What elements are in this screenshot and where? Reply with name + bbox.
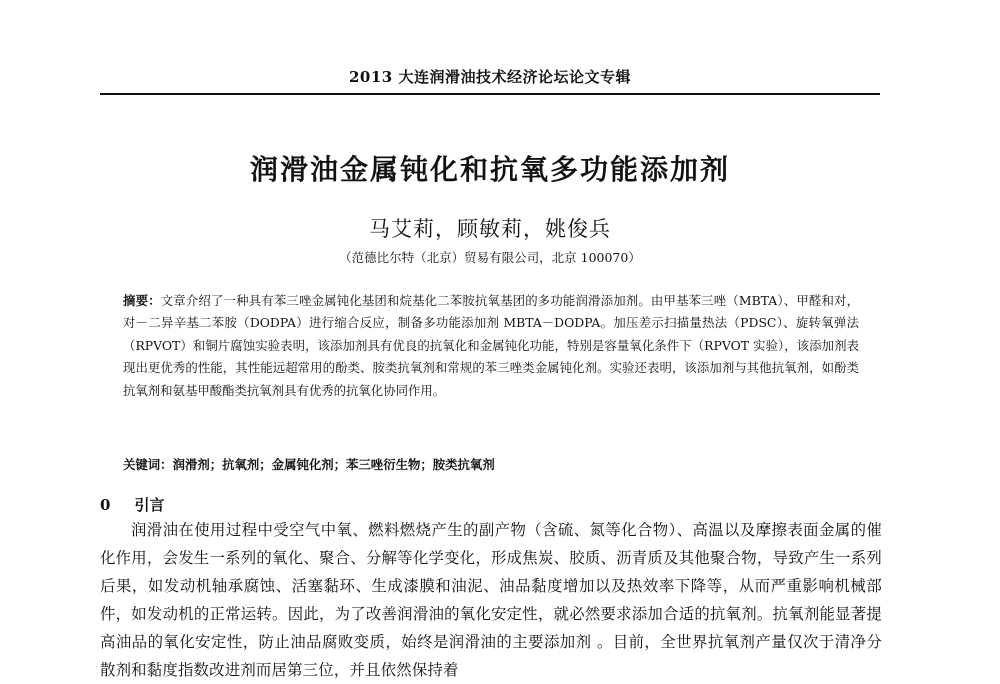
abstract-text: 文章介绍了一种具有苯三唑金属钝化基团和烷基化二苯胺抗氧基团的多功能润滑添加剂。由甲基苯三唑（MBTA）、甲醛和对，对－二异辛基二苯胺（DODPA）进行缩合反应，制备多功能添加剂 MBTA－DODPA。加压差示扫描量热法（PDSC）、旋转氧弹法（RPVOT）和铜片腐蚀实验表明，该添加剂具有优良的抗氧化和金属钝化功能，特别是容量氧化条件下（RPVOT 实验），该添加剂表现出更优秀的性能，其性能远超常用的酚类、胺类抗氧剂和常规的苯三唑类金属钝化剂。实验还表明，该添加剂与其他抗氧剂，如酚类抗氧剂和氨基甲酸酯类抗氧剂具有优秀的抗氧化协同作用。 <box>123 293 859 398</box>
section-number: 0 <box>100 496 111 514</box>
paper-title: 润滑油金属钝化和抗氧多功能添加剂 <box>249 153 730 186</box>
abstract-label: 摘要： <box>123 293 161 308</box>
header-rule <box>100 93 880 95</box>
abstract <box>123 290 859 402</box>
keywords-label: 关键词： <box>123 457 173 472</box>
keywords <box>123 455 859 473</box>
keywords-text: 润滑剂；抗氧剂；金属钝化剂；苯三唑衍生物；胺类抗氧剂 <box>172 457 495 472</box>
authors: 马艾莉，顾敏莉，姚俊兵 <box>369 217 611 241</box>
section-heading <box>100 494 880 515</box>
body-paragraph: 润滑油在使用过程中受空气中氧、燃料燃烧产生的副产物（含硫、氮等化合物）、高温以及摩擦表面金属的催化作用，会发生一系列的氧化、聚合、分解等化学变化，形成焦炭、胶质、沥青质及其他聚合物，导致产生一系列后果，如发动机轴承腐蚀、活塞黏环、生成漆膜和油泥、油品黏度增加以及热效率下降等，从而严重影响机械部件，如发动机的正常运转。因此，为了改善润滑油的氧化安定性，就必然要求添加合适的抗氧剂。抗氧剂能显著提高油品的氧化安定性，防止油品腐败变质，始终是润滑油的主要添加剂 。目前，全世界抗氧剂产量仅次于清净分散剂和黏度指数改进剂而居第三位，并且依然保持着 <box>100 521 882 679</box>
running-head: 2013 大连润滑油技术经济论坛论文专辑 <box>349 68 631 86</box>
affiliation: （范德比尔特（北京）贸易有限公司，北京 100070） <box>339 250 641 265</box>
section-title: 引言 <box>134 496 165 514</box>
